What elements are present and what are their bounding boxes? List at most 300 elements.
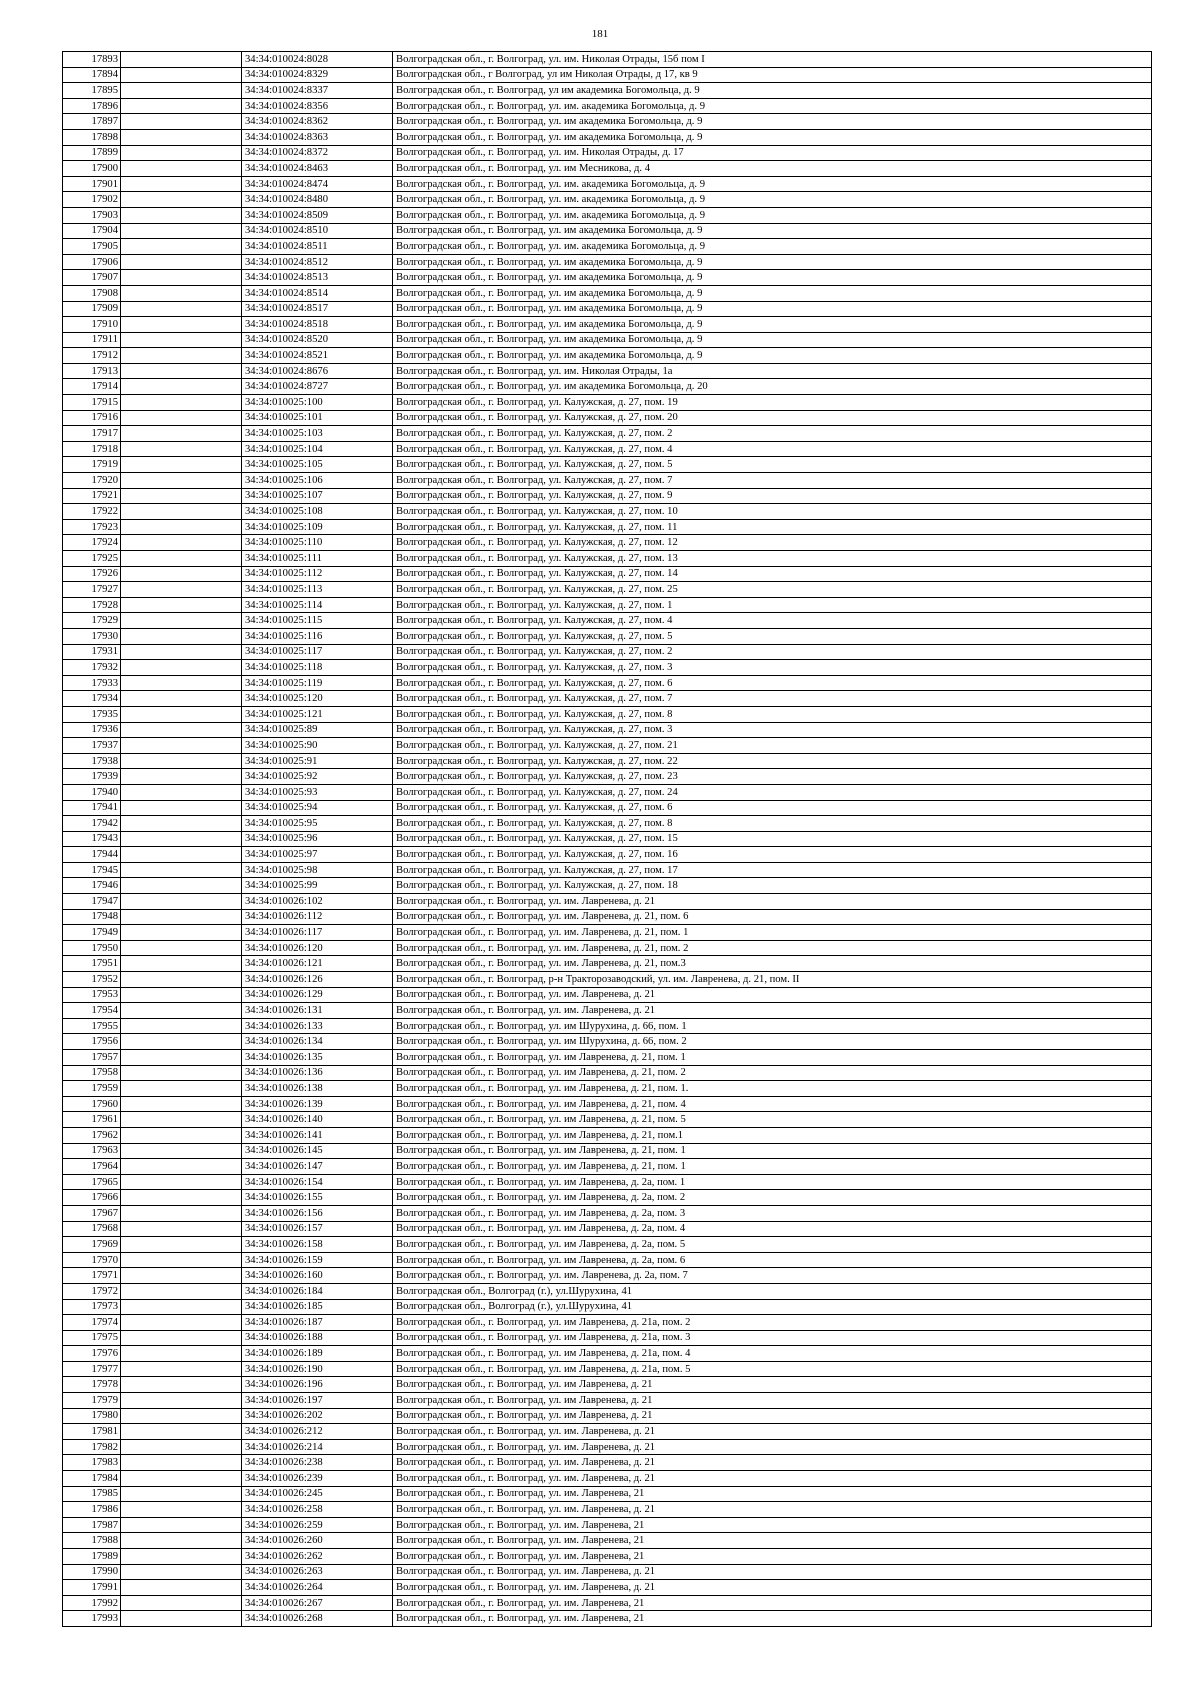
- table-row: [63, 1424, 1152, 1440]
- table-row: [63, 1361, 1152, 1377]
- cadastral-number: 34:34:010025:118: [242, 660, 393, 676]
- empty-cell: [121, 285, 242, 301]
- address: Волгоградская обл., г. Волгоград, ул. им. академика Богомольца, д. 9: [393, 176, 1152, 192]
- table-row: [63, 161, 1152, 177]
- address: Волгоградская обл., г. Волгоград, ул. им Лавренева, д. 2а, пом. 2: [393, 1190, 1152, 1206]
- cadastral-number: 34:34:010026:112: [242, 909, 393, 925]
- table-row: [63, 504, 1152, 520]
- address: Волгоградская обл., г. Волгоград, ул. Калужская, д. 27, пом. 7: [393, 691, 1152, 707]
- cadastral-number: 34:34:010025:89: [242, 722, 393, 738]
- address: Волгоградская обл., г. Волгоград, ул. им Лавренева, д. 21а, пом. 4: [393, 1346, 1152, 1362]
- row-number: 17924: [63, 535, 121, 551]
- row-number: 17903: [63, 207, 121, 223]
- empty-cell: [121, 738, 242, 754]
- table-row: [63, 940, 1152, 956]
- address: Волгоградская обл., г. Волгоград, ул. им. Лавренева, 21: [393, 1595, 1152, 1611]
- row-number: 17915: [63, 395, 121, 411]
- cadastral-number: 34:34:010024:8511: [242, 239, 393, 255]
- row-number: 17930: [63, 628, 121, 644]
- table-row: [63, 1237, 1152, 1253]
- cadastral-number: 34:34:010024:8510: [242, 223, 393, 239]
- address: Волгоградская обл., г. Волгоград, ул. им. Лавренева, д. 21, пом. 2: [393, 940, 1152, 956]
- table-row: [63, 582, 1152, 598]
- address: Волгоградская обл., г. Волгоград, ул. им академика Богомольца, д. 9: [393, 332, 1152, 348]
- address: Волгоградская обл., г. Волгоград, ул. Калужская, д. 27, пом. 21: [393, 738, 1152, 754]
- row-number: 17983: [63, 1455, 121, 1471]
- empty-cell: [121, 1330, 242, 1346]
- cadastral-number: 34:34:010026:258: [242, 1502, 393, 1518]
- table-row: [63, 176, 1152, 192]
- empty-cell: [121, 722, 242, 738]
- cadastral-number: 34:34:010026:141: [242, 1127, 393, 1143]
- row-number: 17956: [63, 1034, 121, 1050]
- address: Волгоградская обл., г. Волгоград, ул. им. академика Богомольца, д. 9: [393, 192, 1152, 208]
- table-row: [63, 473, 1152, 489]
- row-number: 17974: [63, 1315, 121, 1331]
- address: Волгоградская обл., г. Волгоград, ул. им Лавренева, д. 21, пом. 1.: [393, 1081, 1152, 1097]
- empty-cell: [121, 1237, 242, 1253]
- cadastral-number: 34:34:010025:95: [242, 816, 393, 832]
- address: Волгоградская обл., г. Волгоград, ул. Калужская, д. 27, пом. 15: [393, 831, 1152, 847]
- address: Волгоградская обл., г. Волгоград, ул. им Лавренева, д. 2а, пом. 4: [393, 1221, 1152, 1237]
- address: Волгоградская обл., г. Волгоград, ул. им. Лавренева, 21: [393, 1486, 1152, 1502]
- table-row: [63, 395, 1152, 411]
- table-row: [63, 925, 1152, 941]
- cadastral-number: 34:34:010026:197: [242, 1393, 393, 1409]
- cadastral-number: 34:34:010026:131: [242, 1003, 393, 1019]
- cadastral-number: 34:34:010024:8028: [242, 52, 393, 68]
- empty-cell: [121, 551, 242, 567]
- address: Волгоградская обл., г. Волгоград, ул. Калужская, д. 27, пом. 3: [393, 660, 1152, 676]
- empty-cell: [121, 1221, 242, 1237]
- empty-cell: [121, 270, 242, 286]
- empty-cell: [121, 1564, 242, 1580]
- table-row: [63, 1330, 1152, 1346]
- address: Волгоградская обл., г. Волгоград, ул. им Лавренева, д. 21, пом. 2: [393, 1065, 1152, 1081]
- empty-cell: [121, 675, 242, 691]
- table-row: [63, 1205, 1152, 1221]
- table-row: [63, 270, 1152, 286]
- cadastral-number: 34:34:010025:99: [242, 878, 393, 894]
- empty-cell: [121, 504, 242, 520]
- empty-cell: [121, 800, 242, 816]
- cadastral-number: 34:34:010026:156: [242, 1205, 393, 1221]
- empty-cell: [121, 1174, 242, 1190]
- address: Волгоградская обл., г. Волгоград, ул. Калужская, д. 27, пом. 17: [393, 862, 1152, 878]
- row-number: 17975: [63, 1330, 121, 1346]
- row-number: 17909: [63, 301, 121, 317]
- table-row: [63, 1143, 1152, 1159]
- table-row: [63, 1174, 1152, 1190]
- row-number: 17938: [63, 753, 121, 769]
- cadastral-number: 34:34:010025:101: [242, 410, 393, 426]
- row-number: 17984: [63, 1471, 121, 1487]
- row-number: 17982: [63, 1439, 121, 1455]
- table-row: [63, 566, 1152, 582]
- empty-cell: [121, 769, 242, 785]
- row-number: 17936: [63, 722, 121, 738]
- cadastral-number: 34:34:010025:105: [242, 457, 393, 473]
- table-row: [63, 1595, 1152, 1611]
- row-number: 17929: [63, 613, 121, 629]
- cadastral-number: 34:34:010025:112: [242, 566, 393, 582]
- table-row: [63, 894, 1152, 910]
- empty-cell: [121, 582, 242, 598]
- cadastral-number: 34:34:010026:264: [242, 1580, 393, 1596]
- address: Волгоградская обл., г. Волгоград, ул. им. Лавренева, д. 21: [393, 1580, 1152, 1596]
- address: Волгоградская обл., г. Волгоград, ул. Калужская, д. 27, пом. 9: [393, 488, 1152, 504]
- row-number: 17937: [63, 738, 121, 754]
- address: Волгоградская обл., г. Волгоград, ул. им. Лавренева, 21: [393, 1517, 1152, 1533]
- cadastral-number: 34:34:010026:185: [242, 1299, 393, 1315]
- address: Волгоградская обл., г. Волгоград, ул. им. Лавренева, д. 21: [393, 1471, 1152, 1487]
- address: Волгоградская обл., г. Волгоград, ул. им. Лавренева, д. 21, пом. 1: [393, 925, 1152, 941]
- table-row: [63, 223, 1152, 239]
- cadastral-number: 34:34:010025:100: [242, 395, 393, 411]
- empty-cell: [121, 784, 242, 800]
- empty-cell: [121, 519, 242, 535]
- table-row: [63, 706, 1152, 722]
- row-number: 17955: [63, 1018, 121, 1034]
- row-number: 17980: [63, 1408, 121, 1424]
- cadastral-number: 34:34:010026:158: [242, 1237, 393, 1253]
- address: Волгоградская обл., г. Волгоград, ул. Калужская, д. 27, пом. 7: [393, 473, 1152, 489]
- row-number: 17960: [63, 1096, 121, 1112]
- row-number: 17989: [63, 1549, 121, 1565]
- row-number: 17934: [63, 691, 121, 707]
- table-row: [63, 129, 1152, 145]
- row-number: 17896: [63, 98, 121, 114]
- address: Волгоградская обл., г. Волгоград, ул. им. Лавренева, д. 21: [393, 1564, 1152, 1580]
- address: Волгоградская обл., г. Волгоград, ул. им Лавренева, д. 21, пом. 4: [393, 1096, 1152, 1112]
- table-row: [63, 816, 1152, 832]
- cadastral-number: 34:34:010026:187: [242, 1315, 393, 1331]
- cadastral-number: 34:34:010026:138: [242, 1081, 393, 1097]
- table-row: [63, 519, 1152, 535]
- address: Волгоградская обл., г. Волгоград, ул. им Лавренева, д. 21: [393, 1393, 1152, 1409]
- table-row: [63, 52, 1152, 68]
- table-row: [63, 1564, 1152, 1580]
- row-number: 17963: [63, 1143, 121, 1159]
- empty-cell: [121, 192, 242, 208]
- cadastral-number: 34:34:010025:121: [242, 706, 393, 722]
- address: Волгоградская обл., г. Волгоград, ул. Калужская, д. 27, пом. 3: [393, 722, 1152, 738]
- cadastral-number: 34:34:010024:8372: [242, 145, 393, 161]
- empty-cell: [121, 1424, 242, 1440]
- table-row: [63, 1455, 1152, 1471]
- empty-cell: [121, 1252, 242, 1268]
- row-number: 17914: [63, 379, 121, 395]
- empty-cell: [121, 535, 242, 551]
- address: Волгоградская обл., г. Волгоград, ул. им академика Богомольца, д. 9: [393, 114, 1152, 130]
- empty-cell: [121, 597, 242, 613]
- cadastral-number: 34:34:010025:109: [242, 519, 393, 535]
- cadastral-number: 34:34:010026:117: [242, 925, 393, 941]
- row-number: 17907: [63, 270, 121, 286]
- address: Волгоградская обл., г. Волгоград, ул. им Лавренева, д. 21а, пом. 2: [393, 1315, 1152, 1331]
- empty-cell: [121, 317, 242, 333]
- cadastral-number: 34:34:010026:260: [242, 1533, 393, 1549]
- empty-cell: [121, 176, 242, 192]
- empty-cell: [121, 52, 242, 68]
- cadastral-number: 34:34:010024:8518: [242, 317, 393, 333]
- address: Волгоградская обл., г Волгоград, ул им Николая Отрады, д 17, кв 9: [393, 67, 1152, 83]
- cadastral-number: 34:34:010025:96: [242, 831, 393, 847]
- address: Волгоградская обл., г. Волгоград, ул. им Лавренева, д. 21, пом. 5: [393, 1112, 1152, 1128]
- table-row: [63, 551, 1152, 567]
- address: Волгоградская обл., г. Волгоград, ул. им. Лавренева, д. 21: [393, 1424, 1152, 1440]
- row-number: 17922: [63, 504, 121, 520]
- table-row: [63, 192, 1152, 208]
- empty-cell: [121, 254, 242, 270]
- address: Волгоградская обл., г. Волгоград, ул. Калужская, д. 27, пом. 6: [393, 800, 1152, 816]
- address: Волгоградская обл., г. Волгоград, ул. им Лавренева, д. 21: [393, 1408, 1152, 1424]
- empty-cell: [121, 566, 242, 582]
- address: Волгоградская обл., г. Волгоград, ул. им. Лавренева, д. 21, пом.3: [393, 956, 1152, 972]
- table-row: [63, 1517, 1152, 1533]
- empty-cell: [121, 1377, 242, 1393]
- row-number: 17941: [63, 800, 121, 816]
- address: Волгоградская обл., г. Волгоград, ул. им академика Богомольца, д. 9: [393, 270, 1152, 286]
- empty-cell: [121, 613, 242, 629]
- address: Волгоградская обл., г. Волгоград, ул. Калужская, д. 27, пом. 22: [393, 753, 1152, 769]
- cadastral-number: 34:34:010025:111: [242, 551, 393, 567]
- cadastral-number: 34:34:010025:113: [242, 582, 393, 598]
- empty-cell: [121, 1127, 242, 1143]
- address: Волгоградская обл., Волгоград (г.), ул.Шурухина, 41: [393, 1283, 1152, 1299]
- table-row: [63, 847, 1152, 863]
- empty-cell: [121, 753, 242, 769]
- address: Волгоградская обл., г. Волгоград, ул. им. Лавренева, д. 21, пом. 6: [393, 909, 1152, 925]
- address: Волгоградская обл., г. Волгоград, ул. Калужская, д. 27, пом. 8: [393, 706, 1152, 722]
- cadastral-number: 34:34:010025:115: [242, 613, 393, 629]
- address: Волгоградская обл., г. Волгоград, ул. Калужская, д. 27, пом. 10: [393, 504, 1152, 520]
- address: Волгоградская обл., г. Волгоград, ул. им Месникова, д. 4: [393, 161, 1152, 177]
- cadastral-number: 34:34:010025:116: [242, 628, 393, 644]
- cadastral-number: 34:34:010026:212: [242, 1424, 393, 1440]
- table-row: [63, 1299, 1152, 1315]
- address: Волгоградская обл., г. Волгоград, ул. им. Николая Отрады, 1а: [393, 363, 1152, 379]
- cadastral-number: 34:34:010026:135: [242, 1050, 393, 1066]
- row-number: 17946: [63, 878, 121, 894]
- empty-cell: [121, 1096, 242, 1112]
- empty-cell: [121, 1159, 242, 1175]
- address: Волгоградская обл., г. Волгоград, ул. Калужская, д. 27, пом. 11: [393, 519, 1152, 535]
- table-row: [63, 317, 1152, 333]
- empty-cell: [121, 1050, 242, 1066]
- row-number: 17952: [63, 972, 121, 988]
- table-row: [63, 285, 1152, 301]
- table-row: [63, 1159, 1152, 1175]
- empty-cell: [121, 956, 242, 972]
- row-number: 17972: [63, 1283, 121, 1299]
- address: Волгоградская обл., г. Волгоград, ул. им. Лавренева, д. 21: [393, 1502, 1152, 1518]
- cadastral-number: 34:34:010026:160: [242, 1268, 393, 1284]
- address: Волгоградская обл., Волгоград (г.), ул.Шурухина, 41: [393, 1299, 1152, 1315]
- empty-cell: [121, 1611, 242, 1627]
- table-row: [63, 769, 1152, 785]
- address: Волгоградская обл., г. Волгоград, ул. Калужская, д. 27, пом. 2: [393, 426, 1152, 442]
- table-row: [63, 644, 1152, 660]
- cadastral-number: 34:34:010025:114: [242, 597, 393, 613]
- cadastral-number: 34:34:010026:239: [242, 1471, 393, 1487]
- cadastral-number: 34:34:010025:91: [242, 753, 393, 769]
- empty-cell: [121, 816, 242, 832]
- cadastral-number: 34:34:010026:155: [242, 1190, 393, 1206]
- address: Волгоградская обл., г. Волгоград, ул. Калужская, д. 27, пом. 2: [393, 644, 1152, 660]
- address: Волгоградская обл., г. Волгоград, ул. им. академика Богомольца, д. 9: [393, 207, 1152, 223]
- cadastral-number: 34:34:010025:92: [242, 769, 393, 785]
- address: Волгоградская обл., г. Волгоград, ул. Калужская, д. 27, пом. 24: [393, 784, 1152, 800]
- row-number: 17962: [63, 1127, 121, 1143]
- cadastral-number: 34:34:010026:263: [242, 1564, 393, 1580]
- row-number: 17986: [63, 1502, 121, 1518]
- table-row: [63, 1549, 1152, 1565]
- cadastral-number: 34:34:010026:196: [242, 1377, 393, 1393]
- empty-cell: [121, 1190, 242, 1206]
- table-row: [63, 1065, 1152, 1081]
- table-row: [63, 1252, 1152, 1268]
- address: Волгоградская обл., г. Волгоград, ул. Калужская, д. 27, пом. 13: [393, 551, 1152, 567]
- registry-body: [63, 52, 1152, 1627]
- empty-cell: [121, 441, 242, 457]
- table-row: [63, 410, 1152, 426]
- table-row: [63, 987, 1152, 1003]
- table-row: [63, 207, 1152, 223]
- row-number: 17988: [63, 1533, 121, 1549]
- cadastral-number: 34:34:010025:120: [242, 691, 393, 707]
- empty-cell: [121, 1486, 242, 1502]
- address: Волгоградская обл., г. Волгоград, ул. им Лавренева, д. 2а, пом. 6: [393, 1252, 1152, 1268]
- empty-cell: [121, 847, 242, 863]
- table-row: [63, 800, 1152, 816]
- table-row: [63, 1018, 1152, 1034]
- address: Волгоградская обл., г. Волгоград, р-н Тракторозаводский, ул. им. Лавренева, д. 21, пом. II: [393, 972, 1152, 988]
- cadastral-number: 34:34:010026:139: [242, 1096, 393, 1112]
- empty-cell: [121, 1268, 242, 1284]
- table-row: [63, 426, 1152, 442]
- row-number: 17943: [63, 831, 121, 847]
- cadastral-number: 34:34:010026:202: [242, 1408, 393, 1424]
- empty-cell: [121, 239, 242, 255]
- table-row: [63, 1283, 1152, 1299]
- cadastral-number: 34:34:010025:93: [242, 784, 393, 800]
- address: Волгоградская обл., г. Волгоград, ул. Калужская, д. 27, пом. 20: [393, 410, 1152, 426]
- cadastral-number: 34:34:010024:8520: [242, 332, 393, 348]
- table-row: [63, 239, 1152, 255]
- address: Волгоградская обл., г. Волгоград, ул. им. Лавренева, д. 21: [393, 1455, 1152, 1471]
- cadastral-number: 34:34:010026:133: [242, 1018, 393, 1034]
- address: Волгоградская обл., г. Волгоград, ул. им Лавренева, д. 21а, пом. 5: [393, 1361, 1152, 1377]
- address: Волгоградская обл., г. Волгоград, ул. Калужская, д. 27, пом. 16: [393, 847, 1152, 863]
- table-row: [63, 1408, 1152, 1424]
- empty-cell: [121, 161, 242, 177]
- address: Волгоградская обл., г. Волгоград, ул. им. Лавренева, 21: [393, 1611, 1152, 1627]
- row-number: 17919: [63, 457, 121, 473]
- address: Волгоградская обл., г. Волгоград, ул. им Лавренева, д. 21: [393, 1377, 1152, 1393]
- address: Волгоградская обл., г. Волгоград, ул. Калужская, д. 27, пом. 5: [393, 628, 1152, 644]
- cadastral-number: 34:34:010025:119: [242, 675, 393, 691]
- cadastral-number: 34:34:010024:8509: [242, 207, 393, 223]
- address: Волгоградская обл., г. Волгоград, ул. им Шурухина, д. 66, пом. 2: [393, 1034, 1152, 1050]
- cadastral-number: 34:34:010026:134: [242, 1034, 393, 1050]
- empty-cell: [121, 67, 242, 83]
- row-number: 17948: [63, 909, 121, 925]
- table-row: [63, 1315, 1152, 1331]
- empty-cell: [121, 1471, 242, 1487]
- empty-cell: [121, 1003, 242, 1019]
- cadastral-number: 34:34:010025:104: [242, 441, 393, 457]
- empty-cell: [121, 145, 242, 161]
- row-number: 17923: [63, 519, 121, 535]
- row-number: 17932: [63, 660, 121, 676]
- address: Волгоградская обл., г. Волгоград, ул. Калужская, д. 27, пом. 8: [393, 816, 1152, 832]
- row-number: 17939: [63, 769, 121, 785]
- cadastral-number: 34:34:010025:97: [242, 847, 393, 863]
- empty-cell: [121, 987, 242, 1003]
- address: Волгоградская обл., г. Волгоград, ул. им академика Богомольца, д. 9: [393, 129, 1152, 145]
- row-number: 17944: [63, 847, 121, 863]
- row-number: 17978: [63, 1377, 121, 1393]
- row-number: 17918: [63, 441, 121, 457]
- table-row: [63, 784, 1152, 800]
- address: Волгоградская обл., г. Волгоград, ул. им. академика Богомольца, д. 9: [393, 98, 1152, 114]
- cadastral-number: 34:34:010025:94: [242, 800, 393, 816]
- row-number: 17898: [63, 129, 121, 145]
- row-number: 17933: [63, 675, 121, 691]
- empty-cell: [121, 1065, 242, 1081]
- table-row: [63, 363, 1152, 379]
- row-number: 17993: [63, 1611, 121, 1627]
- address: Волгоградская обл., г. Волгоград, ул. им академика Богомольца, д. 20: [393, 379, 1152, 395]
- empty-cell: [121, 426, 242, 442]
- table-row: [63, 738, 1152, 754]
- empty-cell: [121, 706, 242, 722]
- row-number: 17920: [63, 473, 121, 489]
- address: Волгоградская обл., г. Волгоград, ул. Калужская, д. 27, пом. 5: [393, 457, 1152, 473]
- address: Волгоградская обл., г. Волгоград, ул. им. Лавренева, д. 21: [393, 1003, 1152, 1019]
- empty-cell: [121, 348, 242, 364]
- cadastral-number: 34:34:010026:126: [242, 972, 393, 988]
- cadastral-number: 34:34:010026:157: [242, 1221, 393, 1237]
- table-row: [63, 1611, 1152, 1627]
- cadastral-number: 34:34:010026:159: [242, 1252, 393, 1268]
- address: Волгоградская обл., г. Волгоград, ул. им. Николая Отрады, д. 17: [393, 145, 1152, 161]
- address: Волгоградская обл., г. Волгоград, ул. им. Лавренева, д. 21: [393, 987, 1152, 1003]
- address: Волгоградская обл., г. Волгоград, ул. им академика Богомольца, д. 9: [393, 285, 1152, 301]
- cadastral-number: 34:34:010024:8513: [242, 270, 393, 286]
- cadastral-number: 34:34:010026:145: [242, 1143, 393, 1159]
- table-row: [63, 1268, 1152, 1284]
- empty-cell: [121, 1346, 242, 1362]
- table-row: [63, 628, 1152, 644]
- cadastral-number: 34:34:010026:102: [242, 894, 393, 910]
- row-number: 17940: [63, 784, 121, 800]
- table-row: [63, 1081, 1152, 1097]
- empty-cell: [121, 1361, 242, 1377]
- table-row: [63, 1393, 1152, 1409]
- table-row: [63, 441, 1152, 457]
- empty-cell: [121, 473, 242, 489]
- cadastral-number: 34:34:010026:188: [242, 1330, 393, 1346]
- row-number: 17985: [63, 1486, 121, 1502]
- cadastral-number: 34:34:010025:117: [242, 644, 393, 660]
- table-row: [63, 379, 1152, 395]
- cadastral-number: 34:34:010024:8514: [242, 285, 393, 301]
- row-number: 17894: [63, 67, 121, 83]
- table-row: [63, 535, 1152, 551]
- address: Волгоградская обл., г. Волгоград, ул. им. Лавренева, 21: [393, 1533, 1152, 1549]
